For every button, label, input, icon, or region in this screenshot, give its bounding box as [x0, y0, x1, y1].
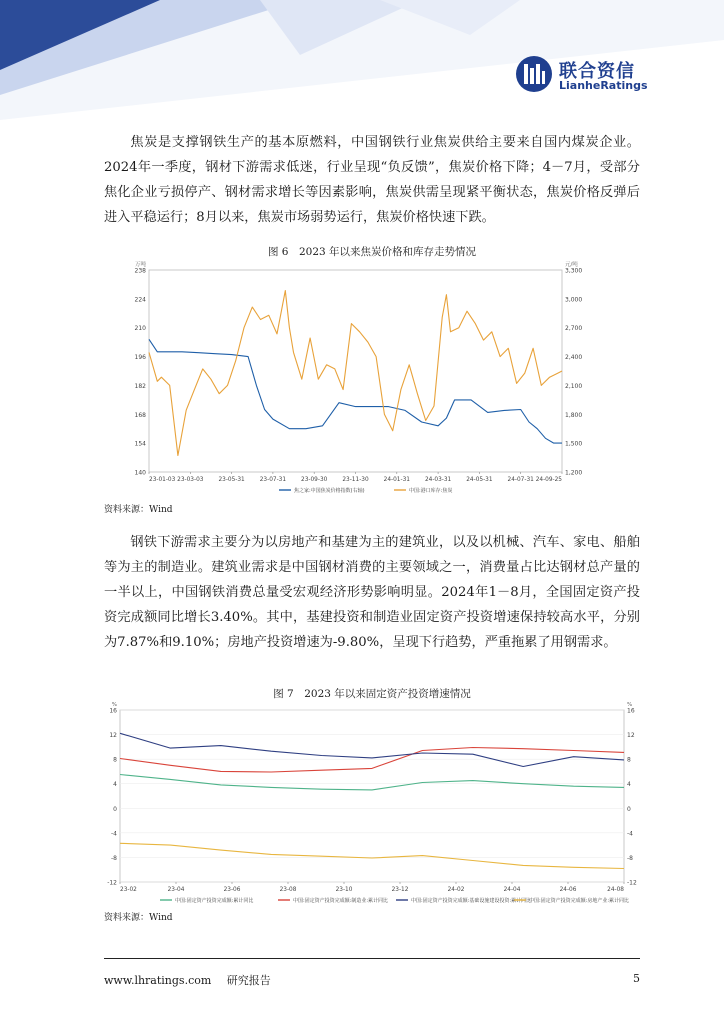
plot-frame: [120, 710, 624, 882]
x-tick-label: 23-08: [279, 887, 297, 893]
footer-divider: [104, 958, 640, 959]
left-tick-label: 196: [134, 354, 146, 362]
right-tick-label: 0: [627, 805, 631, 813]
paragraph-steel-demand: 钢铁下游需求主要分为以房地产和基建为主的建筑业，以及以机械、汽车、家电、船舶等为主的制造业。建筑业需求是中国钢材消费的主要领域之一，消费量占比达钢材总产量的一半以上，中国钢铁消费总量受宏观经济形势影响明显。2024年1－8月，全国固定资产投资完成额同比增长3.40%。其中，基建投资和制造业固定资产投资增速保持较高水平，分别为7.87%和9.10%；房地产投资增速为-9.80%，呈现下行趋势，严重拖累了用钢需求。: [104, 535, 640, 650]
footer-website: www.lhratings.com: [104, 974, 212, 987]
x-tick-label: 23-06: [223, 887, 241, 893]
legend-label-1: 焦之家:中国焦炭价格指数(右轴): [294, 488, 365, 494]
series-line-2: [149, 291, 562, 456]
x-tick-label: 24-06: [559, 887, 577, 893]
x-tick-label: 23-04: [167, 887, 185, 893]
left-tick-label: 12: [109, 732, 117, 740]
legend-label-2: 中国:港口库存:焦炭: [409, 488, 453, 494]
x-tick-label: 24-07-31: [507, 477, 534, 483]
x-tick-label: 23-02: [120, 887, 137, 893]
left-tick-label: 16: [109, 707, 117, 715]
legend-label-2: 中国:固定资产投资完成额:制造业:累计同比: [293, 898, 389, 904]
legend-label-1: 中国:固定资产投资完成额:累计同比: [175, 898, 254, 904]
figure-6-chart: [104, 258, 600, 498]
x-tick-label: 24-01-31: [383, 477, 410, 483]
x-tick-label: 24-03-31: [424, 477, 452, 483]
left-tick-label: 238: [134, 267, 146, 275]
x-tick-label: 23-07-31: [259, 477, 287, 483]
left-axis-unit: %: [111, 702, 117, 708]
left-tick-label: 4: [113, 781, 117, 789]
figure-7-source: 资料来源：Wind: [104, 913, 173, 923]
x-tick-label: 24-05-31: [466, 477, 493, 483]
left-tick-label: 8: [113, 756, 117, 764]
right-tick-label: 2,400: [565, 354, 583, 362]
x-tick-label: 23-01-03: [149, 477, 176, 483]
right-axis-unit: %: [627, 702, 633, 708]
right-tick-label: -12: [627, 879, 637, 887]
x-tick-label: 24-04: [503, 887, 521, 893]
right-axis-unit: 元/吨: [565, 262, 578, 268]
right-tick-label: 4: [627, 781, 631, 789]
left-tick-label: 154: [134, 440, 146, 448]
x-tick-label: 24-08: [607, 887, 624, 893]
right-tick-label: -4: [627, 830, 633, 838]
left-tick-label: -4: [111, 830, 117, 838]
left-tick-label: 182: [134, 382, 146, 390]
page-number: 5: [633, 972, 640, 985]
x-tick-label: 23-12: [391, 887, 409, 893]
footer-doc-type: 研究报告: [226, 974, 271, 987]
x-tick-label: 24-09-25: [535, 477, 562, 483]
left-tick-label: 140: [134, 469, 146, 477]
figure-6-source: 资料来源：Wind: [104, 505, 173, 515]
x-tick-label: 23-09-30: [301, 477, 328, 483]
left-tick-label: -12: [107, 879, 117, 887]
series-line-1: [120, 775, 624, 790]
series-line-2: [120, 748, 624, 773]
paragraph-coke-supply: 焦炭是支撑钢铁生产的基本原燃料，中国钢铁行业焦炭供给主要来自国内煤炭企业。2024年一季度，钢材下游需求低迷，行业呈现“负反馈”，焦炭价格下降；4－7月，受部分焦化企业亏损停产、钢材需求增长等因素影响，焦炭供需呈现紧平衡状态，焦炭价格反弹后进入平稳运行；8月以来，焦炭市场弱势运行，焦炭价格快速下跌。: [104, 135, 640, 225]
lianhe-logo: [515, 55, 655, 97]
lianhe-logo-mark-icon: [515, 55, 553, 93]
legend-label-4: 中国:固定资产投资完成额:房地产业:累计同比: [529, 898, 630, 904]
left-tick-label: 224: [134, 296, 146, 304]
right-tick-label: 1,200: [565, 469, 583, 477]
right-tick-label: 2,100: [565, 382, 583, 390]
right-tick-label: 16: [627, 707, 635, 715]
right-tick-label: -8: [627, 854, 633, 862]
figure-6-title: 图 6 2023 年以来焦炭价格和库存走势情况: [267, 246, 477, 258]
left-tick-label: 210: [134, 325, 146, 333]
figure-7-chart: [104, 700, 640, 906]
right-tick-label: 1,500: [565, 440, 583, 448]
left-axis-unit: 万吨: [134, 262, 146, 268]
right-tick-label: 3,000: [565, 296, 583, 304]
x-tick-label: 23-11-30: [342, 477, 369, 483]
logo-english-name: LianheRatings: [559, 79, 648, 92]
x-tick-label: 23-03-03: [177, 477, 204, 483]
x-tick-label: 23-05-31: [218, 477, 245, 483]
right-tick-label: 2,700: [565, 325, 583, 333]
left-tick-label: 0: [113, 805, 117, 813]
legend-label-3: 中国:固定资产投资完成额:基础设施建设投资:累计同比: [411, 898, 532, 904]
right-tick-label: 1,800: [565, 411, 583, 419]
x-tick-label: 24-02: [447, 887, 465, 893]
plot-frame: [149, 270, 562, 472]
series-line-4: [120, 843, 624, 868]
x-tick-label: 23-10: [335, 887, 353, 893]
footer-left: [104, 972, 283, 988]
right-tick-label: 3,300: [565, 267, 583, 275]
figure-7-title: 图 7 2023 年以来固定资产投资增速情况: [273, 688, 471, 700]
left-tick-label: -8: [111, 854, 117, 862]
right-tick-label: 8: [627, 756, 631, 764]
logo-chinese-name: 联合资信: [559, 61, 635, 82]
right-tick-label: 12: [627, 732, 635, 740]
left-tick-label: 168: [134, 411, 146, 419]
